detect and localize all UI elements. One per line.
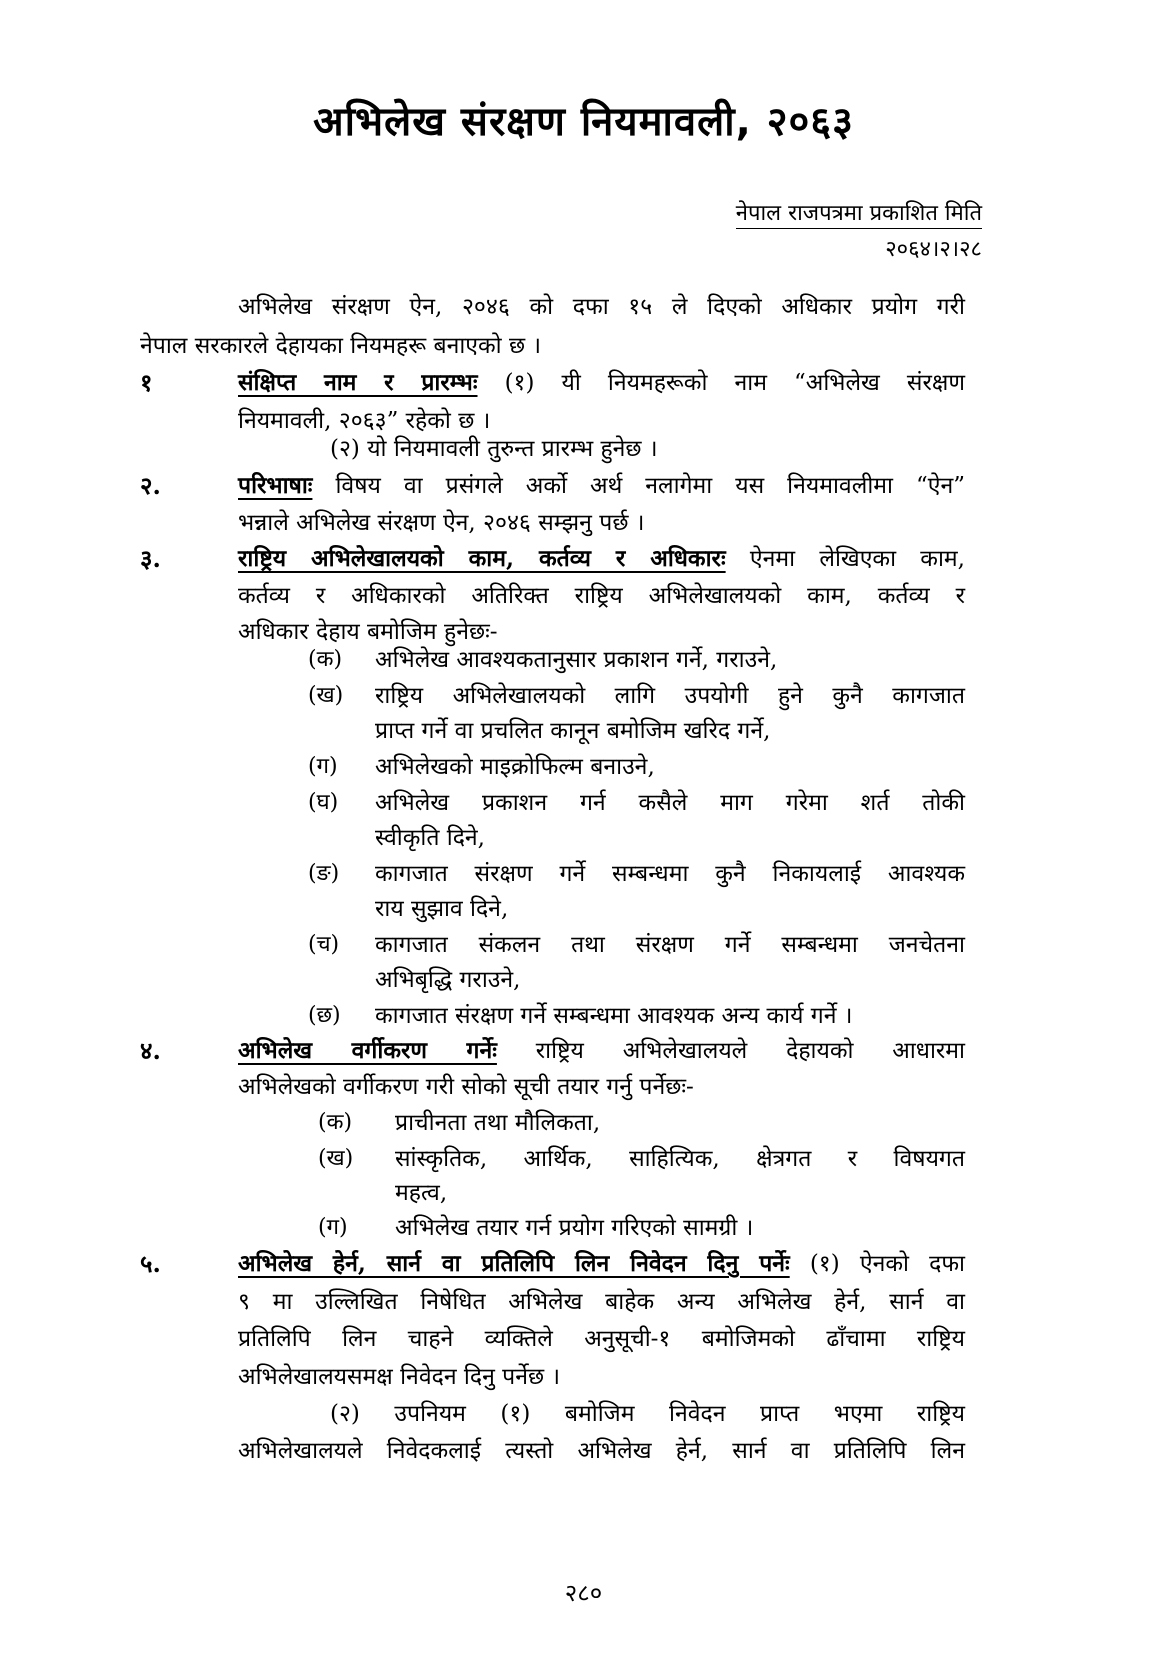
item-text: अभिलेख आवश्यकतानुसार प्रकाशन गर्ने, गराउने,: [375, 647, 778, 673]
item-label: (छ): [308, 1003, 341, 1028]
item-text: प्राचीनता तथा मौलिकता,: [395, 1110, 601, 1136]
rule-text: विषय वा प्रसंगले अर्को अर्थ नलागेमा यस नियमावलीमा “ऐन”: [335, 473, 965, 499]
rule-2-line-1: [238, 467, 965, 505]
page-title: अभिलेख संरक्षण नियमावली, २०६३: [313, 99, 854, 145]
gazette-label: नेपाल राजपत्रमा प्रकाशित मिति: [736, 201, 982, 229]
item-text: राष्ट्रिय अभिलेखालयको लागि उपयोगी हुने कुनै कागजात: [375, 683, 965, 709]
rule-3-line-2: कर्तव्य र अधिकारको अतिरिक्त राष्ट्रिय अभिलेखालयको काम, कर्तव्य र: [238, 583, 965, 609]
rule-number: ५.: [140, 1249, 161, 1278]
rule-heading: राष्ट्रिय अभिलेखालयको काम, कर्तव्य र अधिकारः: [238, 545, 726, 572]
item-text: अभिलेख तयार गर्न प्रयोग गरिएको सामग्री ।: [395, 1215, 754, 1241]
item-text: कागजात संकलन तथा संरक्षण गर्ने सम्बन्धमा जनचेतना: [375, 932, 965, 958]
item-label: (ख): [308, 683, 344, 708]
rule-2-line-2: भन्नाले अभिलेख संरक्षण ऐन, २०४६ सम्झनु पर्छ ।: [238, 510, 645, 536]
item-text: स्वीकृति दिने,: [375, 825, 485, 851]
item-text: राय सुझाव दिने,: [375, 896, 509, 922]
item-text: कागजात संरक्षण गर्ने सम्बन्धमा कुनै निकायलाई आवश्यक: [375, 861, 965, 887]
rule-5-line-5: (२) उपनियम (१) बमोजिम निवेदन प्राप्त भएमा राष्ट्रिय: [330, 1401, 965, 1427]
item-label: (ख): [318, 1146, 354, 1171]
item-text: अभिबृद्धि गराउने,: [375, 967, 521, 993]
rule-number: ३.: [140, 544, 161, 573]
rule-text: ऐनमा लेखिएका काम,: [749, 546, 965, 572]
rule-number: १: [140, 368, 153, 397]
item-text: कागजात संरक्षण गर्ने सम्बन्धमा आवश्यक अन्य कार्य गर्ने ।: [375, 1003, 853, 1029]
preamble-line-1: अभिलेख संरक्षण ऐन, २०४६ को दफा १५ ले दिएको अधिकार प्रयोग गरी: [238, 294, 965, 320]
item-label: (घ): [308, 790, 339, 815]
rule-number: २.: [140, 471, 161, 500]
item-text: अभिलेख प्रकाशन गर्न कसैले माग गरेमा शर्त तोकी: [375, 790, 965, 816]
rule-4-line-2: अभिलेखको वर्गीकरण गरी सोको सूची तयार गर्नु पर्नेछः-: [238, 1074, 694, 1100]
item-text: अभिलेखको माइक्रोफिल्म बनाउने,: [375, 754, 655, 780]
rule-3-line-1: [238, 540, 965, 578]
rule-heading: संक्षिप्त नाम र प्रारम्भः: [238, 369, 478, 396]
rule-number: ४.: [140, 1036, 161, 1065]
rule-1-line-1: [238, 364, 965, 402]
item-label: (क): [308, 647, 343, 672]
item-label: (ङ): [308, 861, 340, 886]
item-label: (च): [308, 932, 340, 957]
rule-text: (१) ऐनको दफा: [809, 1251, 966, 1277]
rule-5-line-6: अभिलेखालयले निवेदकलाई त्यस्तो अभिलेख हेर्न, सार्न वा प्रतिलिपि लिन: [238, 1438, 965, 1464]
item-text: महत्व,: [395, 1180, 448, 1206]
page-number: २८०: [564, 1579, 603, 1607]
item-text: सांस्कृतिक, आर्थिक, साहित्यिक, क्षेत्रगत र विषयगत: [395, 1146, 965, 1172]
rule-1-line-2: नियमावली, २०६३” रहेको छ ।: [238, 408, 491, 434]
rule-3-line-3: अधिकार देहाय बमोजिम हुनेछः-: [238, 619, 498, 645]
gazette-info: [736, 196, 982, 268]
rule-heading: परिभाषाः: [238, 472, 313, 499]
item-text: प्राप्त गर्ने वा प्रचलित कानून बमोजिम खरिद गर्ने,: [375, 718, 771, 744]
rule-text: (१) यी नियमहरूको नाम “अभिलेख संरक्षण: [504, 370, 966, 396]
gazette-date: २०६४।२।२८: [885, 237, 982, 262]
item-label: (ग): [318, 1215, 348, 1240]
rule-5-line-1: [238, 1245, 965, 1283]
rule-4-line-1: [238, 1032, 965, 1070]
rule-text: राष्ट्रिय अभिलेखालयले देहायको आधारमा: [535, 1038, 966, 1064]
rule-5-line-4: अभिलेखालयसमक्ष निवेदन दिनु पर्नेछ ।: [238, 1364, 561, 1390]
item-label: (क): [318, 1110, 353, 1135]
rule-heading: अभिलेख वर्गीकरण गर्नेः: [238, 1037, 497, 1064]
rule-5-line-3: प्रतिलिपि लिन चाहने व्यक्तिले अनुसूची-१ बमोजिमको ढाँचामा राष्ट्रिय: [238, 1326, 965, 1352]
rule-heading: अभिलेख हेर्न, सार्न वा प्रतिलिपि लिन निवेदन दिनु पर्नेः: [238, 1250, 790, 1277]
preamble-line-2: नेपाल सरकारले देहायका नियमहरू बनाएको छ ।: [140, 333, 542, 359]
item-label: (ग): [308, 754, 338, 779]
rule-1-line-3: (२) यो नियमावली तुरुन्त प्रारम्भ हुनेछ ।: [330, 436, 658, 462]
rule-5-line-2: ९ मा उल्लिखित निषेधित अभिलेख बाहेक अन्य अभिलेख हेर्न, सार्न वा: [238, 1289, 965, 1315]
